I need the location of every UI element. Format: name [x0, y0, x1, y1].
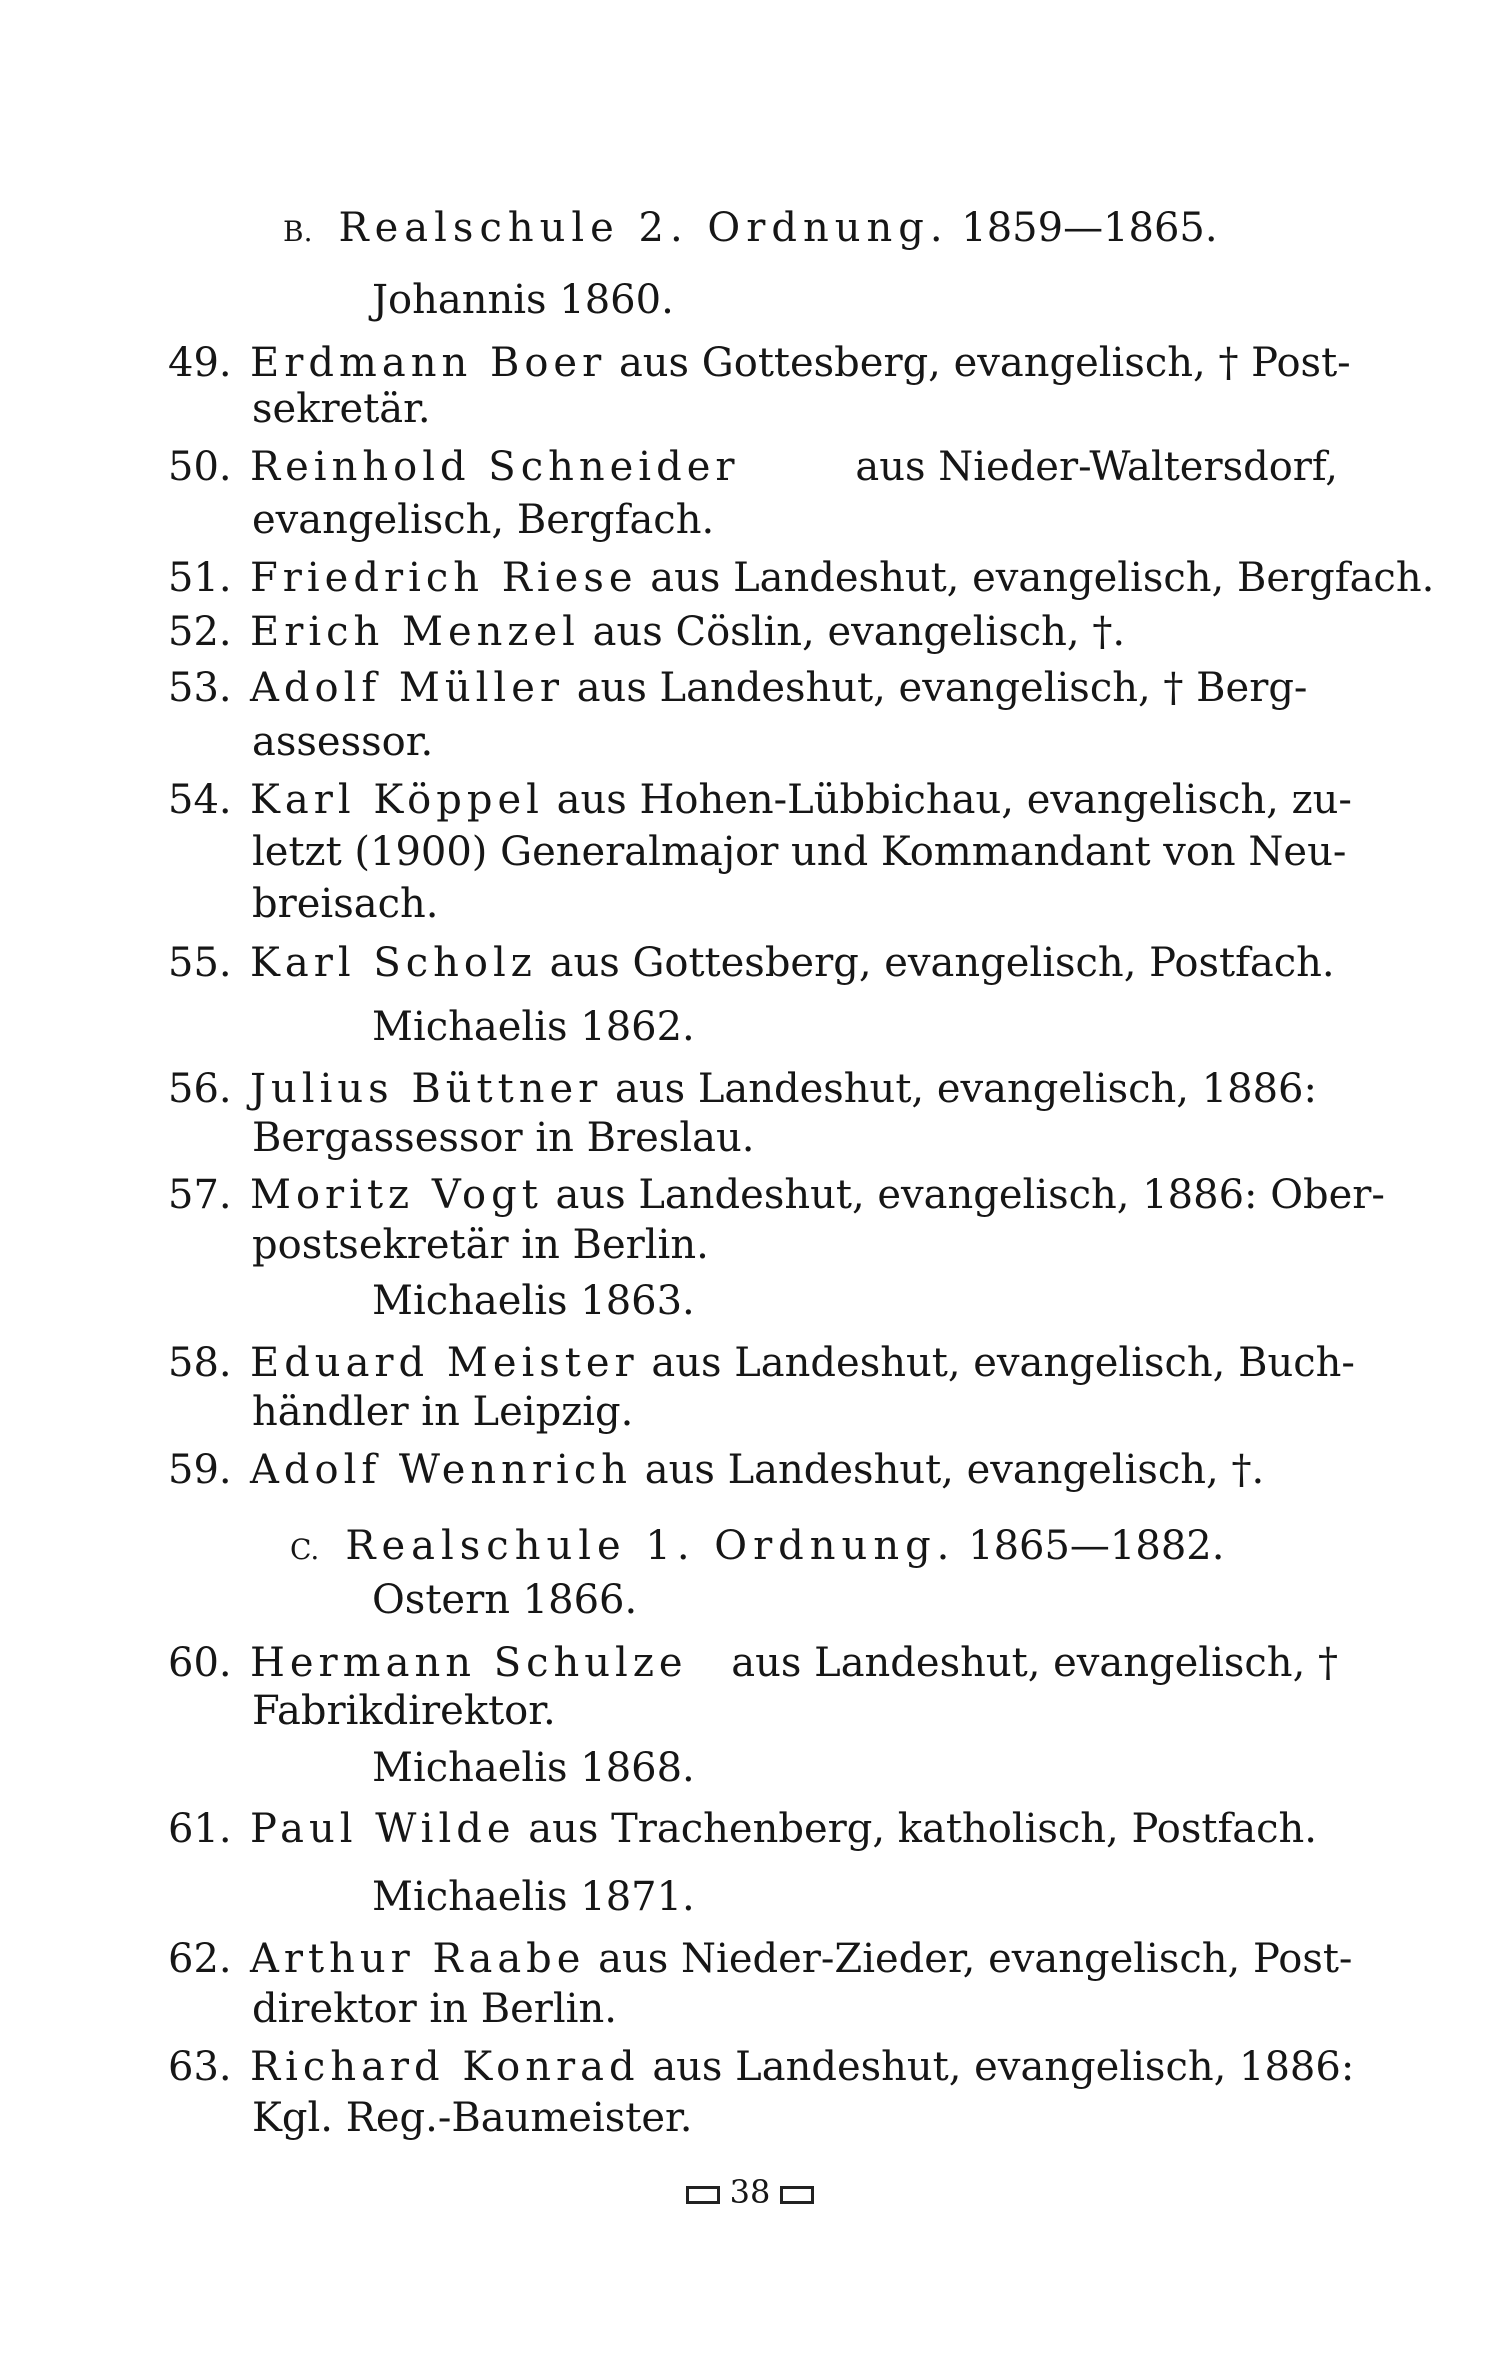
entry-62-line-2: direktor in Berlin. [252, 1986, 617, 2032]
entry-name: Karl Scholz [250, 940, 537, 986]
page-number: 38 [729, 2173, 771, 2211]
entry-text: aus Landeshut, evangelisch, 1886: [614, 1066, 1317, 1112]
entry-60-line-2: Fabrikdirektor. [252, 1688, 556, 1734]
entry-58-line-2: händler in Leipzig. [252, 1389, 634, 1435]
entry-name: Richard Konrad [250, 2044, 640, 2090]
term-heading: Michaelis 1862. [372, 1004, 695, 1050]
term-heading: Johannis 1860. [372, 277, 674, 323]
entry-text: aus Landeshut, evangelisch, Bergfach. [650, 555, 1435, 601]
term-heading: Ostern 1866. [372, 1577, 638, 1623]
section-letter: C. [290, 1533, 320, 1566]
section-b-heading [283, 202, 1383, 258]
entry-53-line-1 [168, 662, 1338, 714]
entry-text: aus Cöslin, evangelisch, †. [592, 609, 1126, 655]
entry-name: Hermann Schulze [250, 1640, 688, 1686]
entry-55-line-1 [168, 937, 1338, 989]
entry-name: Julius Büttner [250, 1066, 603, 1112]
entry-63-line-2: Kgl. Reg.-Baumeister. [252, 2095, 693, 2141]
entry-61-line-1 [168, 1803, 1338, 1855]
entry-number: 55. [168, 940, 232, 986]
entry-number: 57. [168, 1172, 232, 1218]
entry-text: aus Landeshut, evangelisch, 1886: [652, 2044, 1355, 2090]
entry-54-line-2: letzt (1900) Generalmajor und Kommandant von Neu- [252, 829, 1347, 875]
section-c-heading [290, 1520, 1390, 1576]
entry-number: 59. [168, 1447, 232, 1493]
term-heading: Michaelis 1868. [372, 1745, 695, 1791]
entry-text: aus Gottesberg, evangelisch, Postfach. [549, 940, 1335, 986]
entry-name: Reinhold Schneider [250, 444, 740, 490]
entry-59-line-1 [168, 1444, 1338, 1496]
ornament-box-right [780, 2186, 814, 2204]
entry-58-line-1 [168, 1337, 1355, 1389]
entry-name: Erich Menzel [250, 609, 580, 655]
section-title: Realschule 2. Ordnung. [338, 205, 949, 251]
entry-50-line-1 [168, 441, 1338, 493]
entry-50-line-2: evangelisch, Bergfach. [252, 497, 715, 543]
entry-text: aus Trachenberg, katholisch, Postfach. [528, 1806, 1317, 1852]
entry-text: aus Landeshut, evangelisch, †. [644, 1447, 1265, 1493]
entry-number: 58. [168, 1340, 232, 1386]
entry-text: aus Landeshut, evangelisch, † [731, 1640, 1338, 1686]
entry-number: 49. [168, 340, 232, 386]
entry-number: 63. [168, 2044, 232, 2090]
entry-text: aus Landeshut, evangelisch, † Berg- [576, 665, 1308, 711]
entry-name: Adolf Müller [250, 665, 564, 711]
entry-number: 54. [168, 777, 232, 823]
section-title: Realschule 1. Ordnung. [345, 1523, 956, 1569]
entry-name: Friedrich Riese [250, 555, 638, 601]
entry-number: 52. [168, 609, 232, 655]
entry-number: 61. [168, 1806, 232, 1852]
entry-name: Arthur Raabe [250, 1936, 586, 1982]
entry-56-line-1 [168, 1063, 1338, 1115]
entry-52-line-1 [168, 606, 1338, 658]
entry-number: 53. [168, 665, 232, 711]
entry-name: Erdmann Boer [250, 340, 607, 386]
entry-name: Eduard Meister [250, 1340, 639, 1386]
entry-57-line-1 [168, 1169, 1385, 1221]
entry-text: aus Nieder-Waltersdorf, [855, 444, 1338, 490]
entry-49-line-2: sekretär. [252, 386, 431, 432]
entry-62-line-1 [168, 1933, 1353, 1985]
term-heading: Michaelis 1863. [372, 1278, 695, 1324]
entry-54-line-3: breisach. [252, 881, 439, 927]
term-heading: Michaelis 1871. [372, 1874, 695, 1920]
section-years: 1859—1865. [961, 205, 1218, 251]
entry-text: aus Landeshut, evangelisch, Buch- [651, 1340, 1355, 1386]
ornament-box-left [686, 2186, 720, 2204]
entry-number: 62. [168, 1936, 232, 1982]
entry-51-line-1 [168, 552, 1435, 604]
entry-60-line-1 [168, 1637, 1338, 1689]
entry-text: aus Hohen-Lübbichau, evangelisch, zu- [556, 777, 1352, 823]
entry-63-line-1 [168, 2041, 1355, 2093]
entry-name: Adolf Wennrich [250, 1447, 633, 1493]
entry-57-line-2: postsekretär in Berlin. [252, 1222, 709, 1268]
entry-name: Moritz Vogt [250, 1172, 543, 1218]
entry-number: 50. [168, 444, 232, 490]
entry-number: 51. [168, 555, 232, 601]
entry-name: Karl Köppel [250, 777, 544, 823]
entry-49-line-1 [168, 337, 1351, 389]
entry-53-line-2: assessor. [252, 719, 434, 765]
entry-number: 56. [168, 1066, 232, 1112]
entry-text: aus Nieder-Zieder, evangelisch, Post- [598, 1936, 1353, 1982]
entry-56-line-2: Bergassessor in Breslau. [252, 1115, 755, 1161]
entry-number: 60. [168, 1640, 232, 1686]
section-letter: B. [283, 215, 313, 248]
entry-54-line-1 [168, 774, 1352, 826]
page-footer [0, 2172, 1500, 2212]
entry-text: aus Landeshut, evangelisch, 1886: Ober- [555, 1172, 1385, 1218]
entry-name: Paul Wilde [250, 1806, 516, 1852]
entry-text: aus Gottesberg, evangelisch, † Post- [618, 340, 1351, 386]
section-years: 1865—1882. [968, 1523, 1225, 1569]
